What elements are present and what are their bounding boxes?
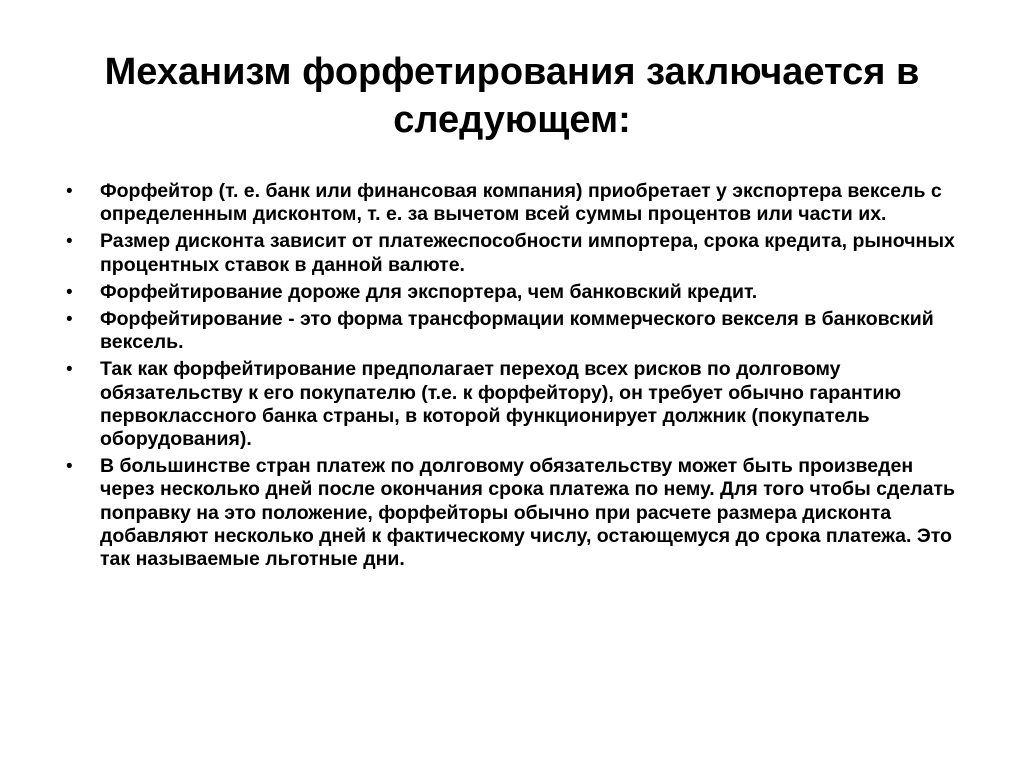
bullet-icon: • (66, 281, 73, 303)
bullet-text: В большинстве стран платеж по долговому обязательству может быть произведен через несколько дней после окончания срока платежа по нему. Для того чтобы сделать поправку на это положение, форфейторы обычно при расчете размера дисконта добавляют несколько дней к фактическому числу, остающемуся до срока платежа. Это так называемые льготные дни. (100, 455, 956, 571)
bullet-icon: • (66, 456, 73, 478)
bullet-text: Так как форфейтирование предполагает переход всех рисков по долговому обязательству к его покупателю (т.е. к форфейтору), он требует обычно гарантию первоклассного банка страны, в которой функционирует должник (покупатель оборудования). (100, 358, 901, 451)
bullet-text: Форфейтирование дороже для экспортера, чем банковский кредит. (100, 280, 758, 303)
bullet-list (66, 180, 966, 575)
bullet-icon: • (66, 181, 73, 202)
bullet-text: Форфейтирование - это форма трансформации коммерческого векселя в банковский вексель. (100, 308, 934, 354)
bullet-text: Размер дисконта зависит от платежеспособности импортера, срока кредита, рыночных процентных ставок в данной валюте. (100, 230, 955, 276)
bullet-icon: • (66, 309, 73, 331)
bullet-item (66, 308, 966, 354)
bullet-icon: • (66, 231, 73, 253)
slide-title: Механизм форфетирования заключается в следующем: (104, 51, 920, 141)
bullet-item (66, 230, 966, 276)
bullet-item (66, 455, 966, 571)
bullet-icon: • (66, 359, 73, 381)
bullet-item (66, 180, 966, 226)
bullet-text: Форфейтор (т. е. банк или финансовая компания) приобретает у экспортера вексель с определенным дисконтом, т. е. за вычетом всей суммы процентов или части их. (100, 180, 942, 226)
bullet-item (66, 358, 966, 451)
bullet-item (66, 281, 966, 304)
